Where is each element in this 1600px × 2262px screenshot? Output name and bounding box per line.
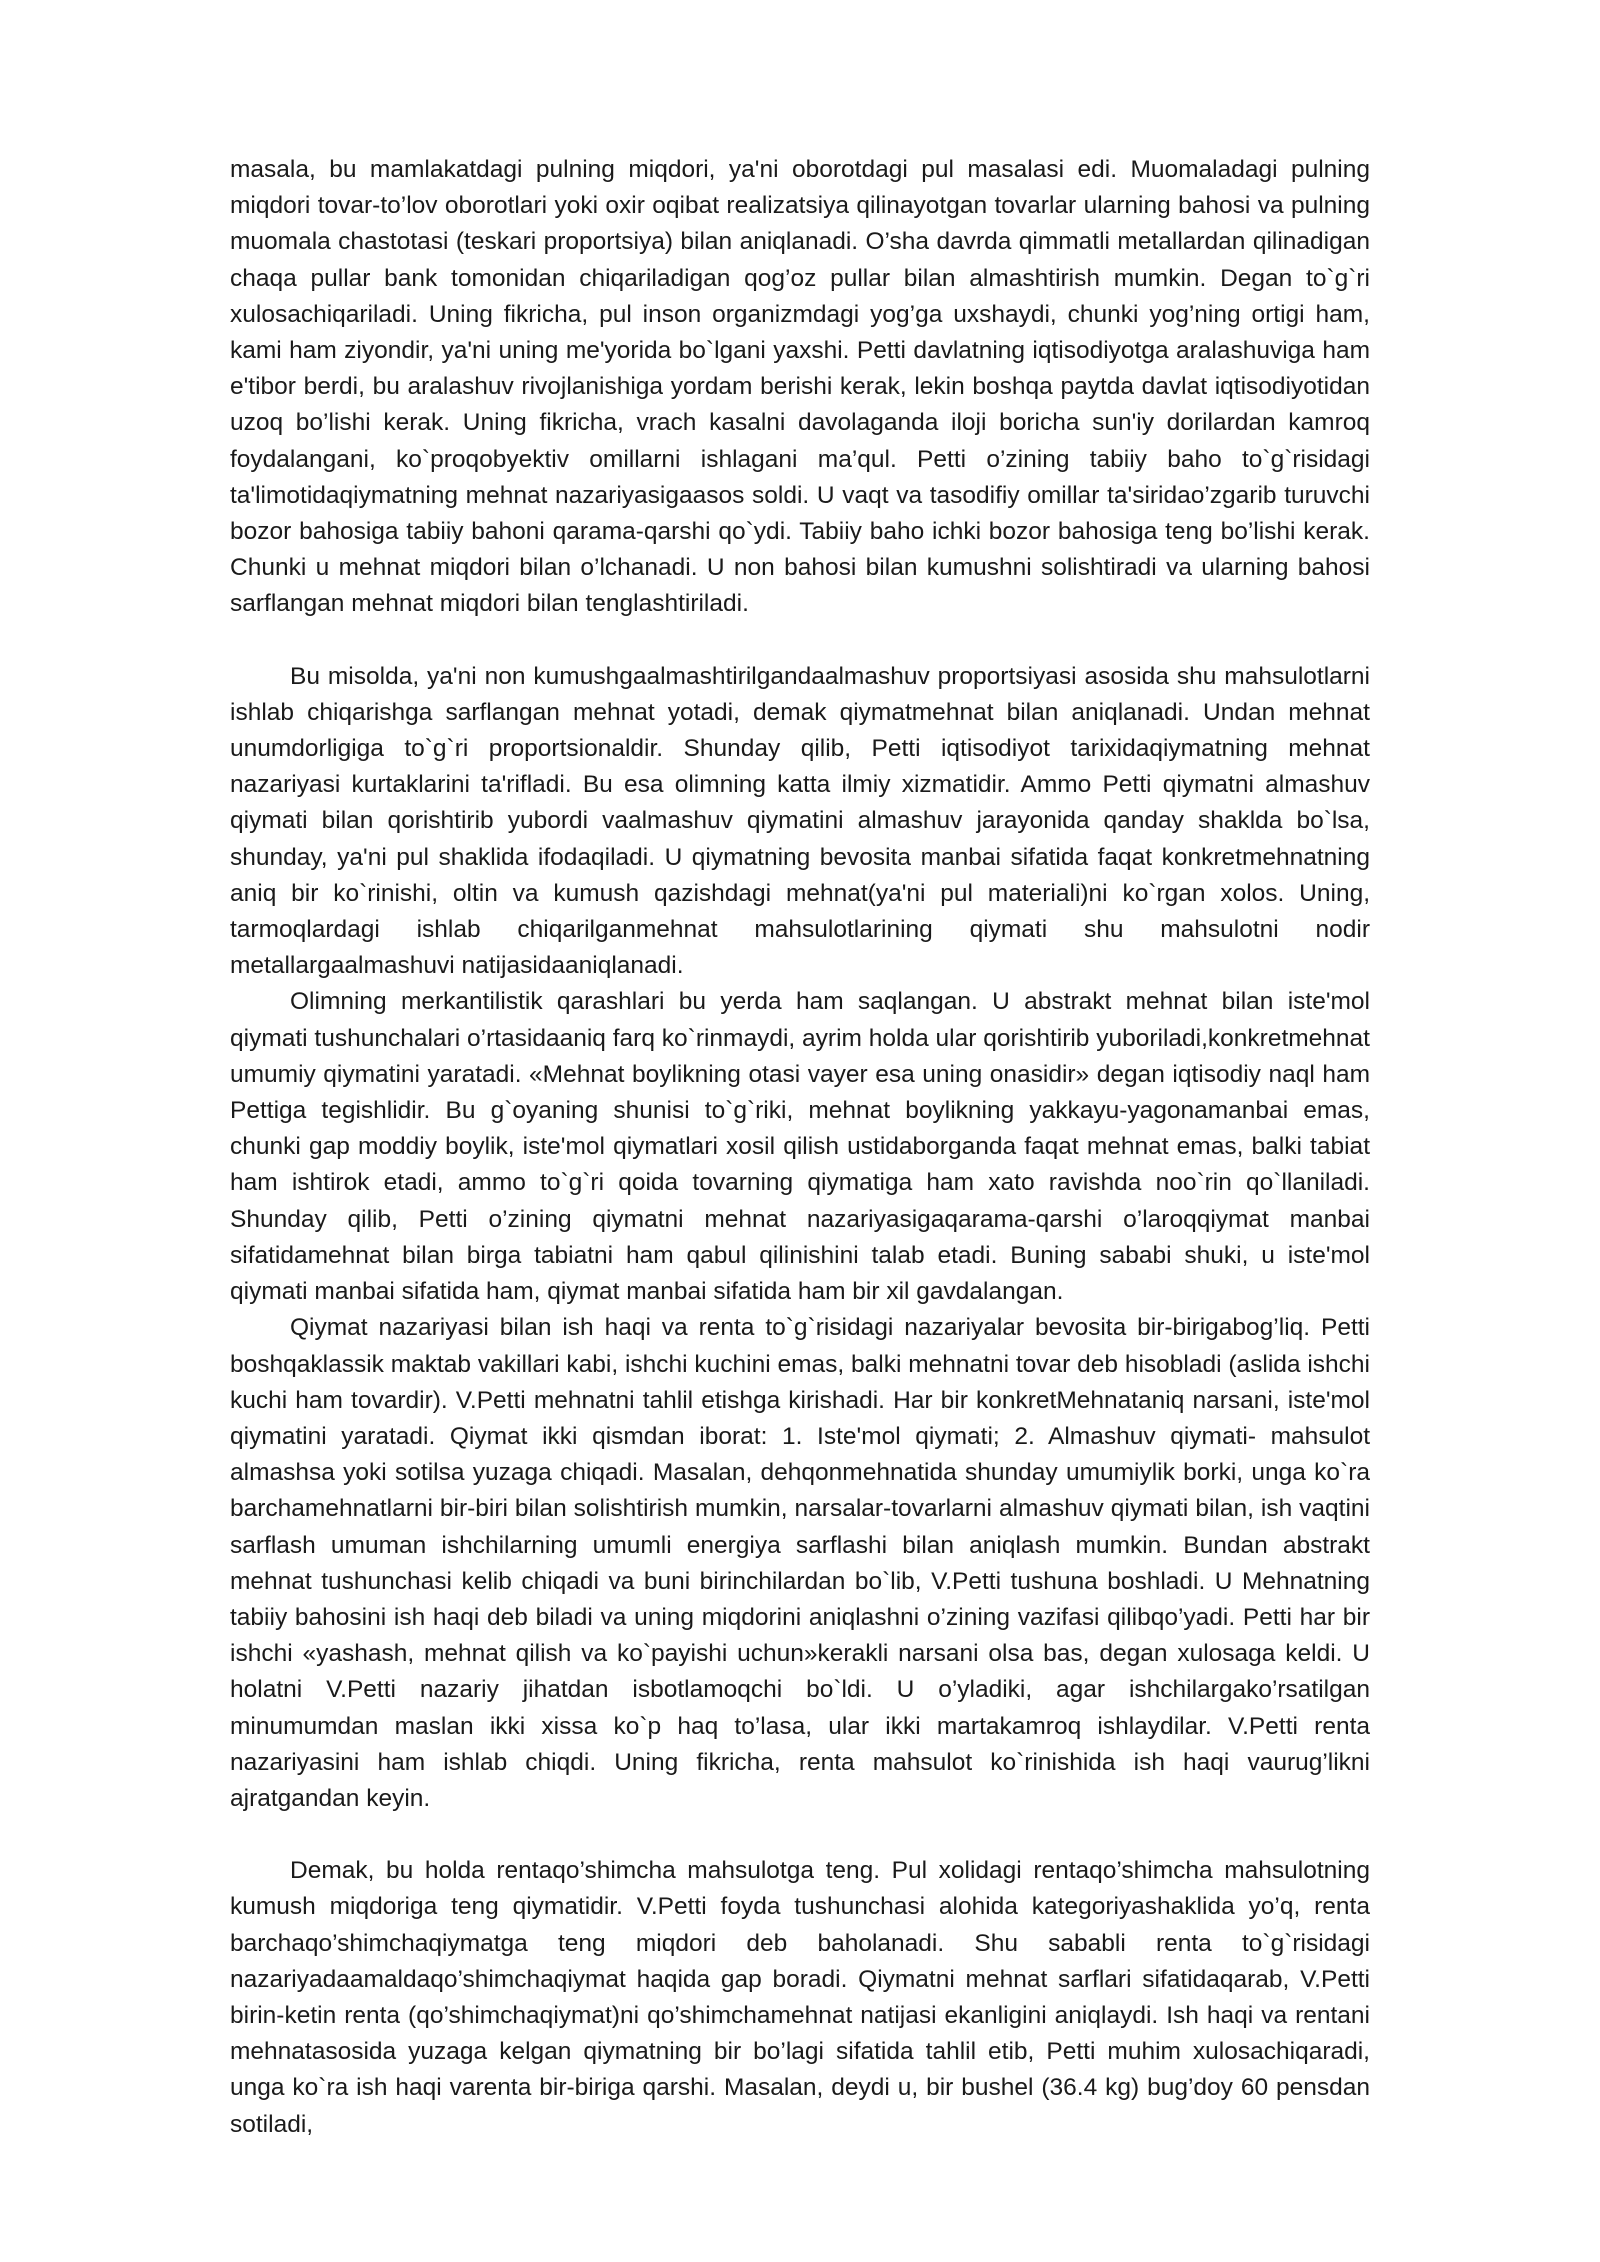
paragraph-1: masala, bu mamlakatdagi pulning miqdori, ya'ni oborotdagi pul masalasi edi. Muomaladagi pulning miqdori tovar-to’lov oborotlari yoki oxir oqibat realizatsiya qilinayotgan tovarlar ularning bahosi va pulning muomala chastotasi (teskari proportsiya) bilan aniqlanadi. O’sha davrda qimmatli metallardan qilinadigan chaqa pullar bank tomonidan chiqariladigan qog’oz pullar bilan almashtirish mumkin. Degan to`g`ri xulosachiqariladi. Uning fikricha, pul inson organizmdagi yog’ga uxshaydi, chunki yog’ning ortigi ham, kami ham ziyondir, ya'ni uning me'yorida bo`lgani yaxshi. Petti davlatning iqtisodiyotga aralashuviga ham e'tibor berdi, bu aralashuv rivojlanishiga yordam berishi kerak, lekin boshqa paytda davlat iqtisodiyotidan uzoq bo’lishi kerak. Uning fikricha, vrach kasalni davolaganda iloji boricha sun'iy dorilardan kamroq foydalangani, ko`proqobyektiv omillarni ishlagani ma’qul. Petti o’zining tabiiy baho to`g`risidagi ta'limotidaqiymatning mehnat nazariyasigaasos soldi. U vaqt va tasodifiy omillar ta'siridao’zgarib turuvchi bozor bahosiga tabiiy bahoni qarama-qarshi qo`ydi. Tabiiy baho ichki bozor bahosiga teng bo’lishi kerak. Chunki u mehnat miqdori bilan o’lchanadi. U non bahosi bilan kumushni solishtiradi va ularning bahosi sarflangan mehnat miqdori bilan tenglashtiriladi. — [230, 156, 1370, 618]
paragraph-5: Demak, bu holda rentaqo’shimcha mahsulotga teng. Pul xolidagi rentaqo’shimcha mahsulotning kumush miqdoriga teng qiymatidir. V.Petti foyda tushunchasi alohida kategoriyashaklida yo’q, renta barchaqo’shimchaqiymatga teng miqdori deb baholanadi. Shu sababli renta to`g`risidagi nazariyadaamaldaqo’shimchaqiymat haqida gap boradi. Qiymatni mehnat sarflari sifatidaqarab, V.Petti birin-ketin renta (qo’shimchaqiymat)ni qo’shimchamehnat natijasi ekanligini aniqlaydi. Ish haqi va rentani mehnatasosida yuzaga kelgan qiymatning bir bo’lagi sifatida tahlil etib, Petti muhim xulosachiqaradi, unga ko`ra ish haqi varenta bir-biriga qarshi. Masalan, deydi u, bir bushel (36.4 kg) bug’doy 60 pensdan sotiladi, — [230, 1857, 1370, 2138]
paragraph-2: Bu misolda, ya'ni non kumushgaalmashtirilgandaalmashuv proportsiyasi asosida shu mahsulotlarni ishlab chiqarishga sarflangan mehnat yotadi, demak qiymatmehnat bilan aniqlanadi. Undan mehnat unumdorligiga to`g`ri proportsionaldir. Shunday qilib, Petti iqtisodiyot tarixidaqiymatning mehnat nazariyasi kurtaklarini ta'rifladi. Bu esa olimning katta ilmiy xizmatidir. Ammo Petti qiymatni almashuv qiymati bilan qorishtirib yubordi vaalmashuv qiymatini almashuv jarayonida qanday shaklda bo`lsa, shunday, ya'ni pul shaklida ifodaqiladi. U qiymatning bevosita manbai sifatida faqat konkretmehnatning aniq bir ko`rinishi, oltin va kumush qazishdagi mehnat(ya'ni pul materiali)ni ko`rgan xolos. Uning, tarmoqlardagi ishlab chiqarilganmehnat mahsulotlarining qiymati shu mahsulotni nodir metallargaalmashuvi natijasidaaniqlanadi. — [230, 662, 1370, 980]
paragraph-3: Olimning merkantilistik qarashlari bu yerda ham saqlangan. U abstrakt mehnat bilan iste'mol qiymati tushunchalari o’rtasidaaniq farq ko`rinmaydi, ayrim holda ular qorishtirib yuboriladi,konkretmehnat umumiy qiymatini yaratadi. «Mehnat boylikning otasi vayer esa uning onasidir» degan iqtisodiy naql ham Pettiga tegishlidir. Bu g`oyaning shunisi to`g`riki, mehnat boylikning yakkayu-yagonamanbai emas, chunki gap moddiy boylik, iste'mol qiymatlari xosil qilish ustidaborganda faqat mehnat emas, balki tabiat ham ishtirok etadi, ammo to`g`ri qoida tovarning qiymatiga ham xato ravishda noo`rin qo`llaniladi. Shunday qilib, Petti o’zining qiymatni mehnat nazariyasigaqarama-qarshi o’laroqqiymat manbai sifatidamehnat bilan birga tabiatni ham qabul qilinishini talab etadi. Buning sababi shuki, u iste'mol qiymati manbai sifatida ham, qiymat manbai sifatida ham bir xil gavdalangan. — [230, 988, 1370, 1306]
document-page — [230, 152, 1370, 2143]
paragraph-4: Qiymat nazariyasi bilan ish haqi va renta to`g`risidagi nazariyalar bevosita bir-birigabog’liq. Petti boshqaklassik maktab vakillari kabi, ishchi kuchini emas, balki mehnatni tovar deb hisobladi (aslida ishchi kuchi ham tovardir). V.Petti mehnatni tahlil etishga kirishadi. Har bir konkretMehnataniq narsani, iste'mol qiymatini yaratadi. Qiymat ikki qismdan iborat: 1. Iste'mol qiymati; 2. Almashuv qiymati- mahsulot almashsa yoki sotilsa yuzaga chiqadi. Masalan, dehqonmehnatida shunday umumiylik borki, unga ko`ra barchamehnatlarni bir-biri bilan solishtirish mumkin, narsalar-tovarlarni almashuv qiymati bilan, ish vaqtini sarflash umuman ishchilarning umumli energiya sarflashi bilan aniqlash mumkin. Bundan abstrakt mehnat tushunchasi kelib chiqadi va buni birinchilardan bo`lib, V.Petti tushuna boshladi. U Mehnatning tabiiy bahosini ish haqi deb biladi va uning miqdorini aniqlashni o’zining vazifasi qilibqo’yadi. Petti har bir ishchi «yashash, mehnat qilish va ko`payishi uchun»kerakli narsani olsa bas, degan xulosaga keldi. U holatni V.Petti nazariy jihatdan isbotlamoqchi bo`ldi. U o’yladiki, agar ishchilargako’rsatilgan minumumdan maslan ikki xissa ko`p haq to’lasa, ular ikki martakamroq ishlaydilar. V.Petti renta nazariyasini ham ishlab chiqdi. Uning fikricha, renta mahsulot ko`rinishida ish haqi vaurug’likni ajratgandan keyin. — [230, 1314, 1370, 1812]
